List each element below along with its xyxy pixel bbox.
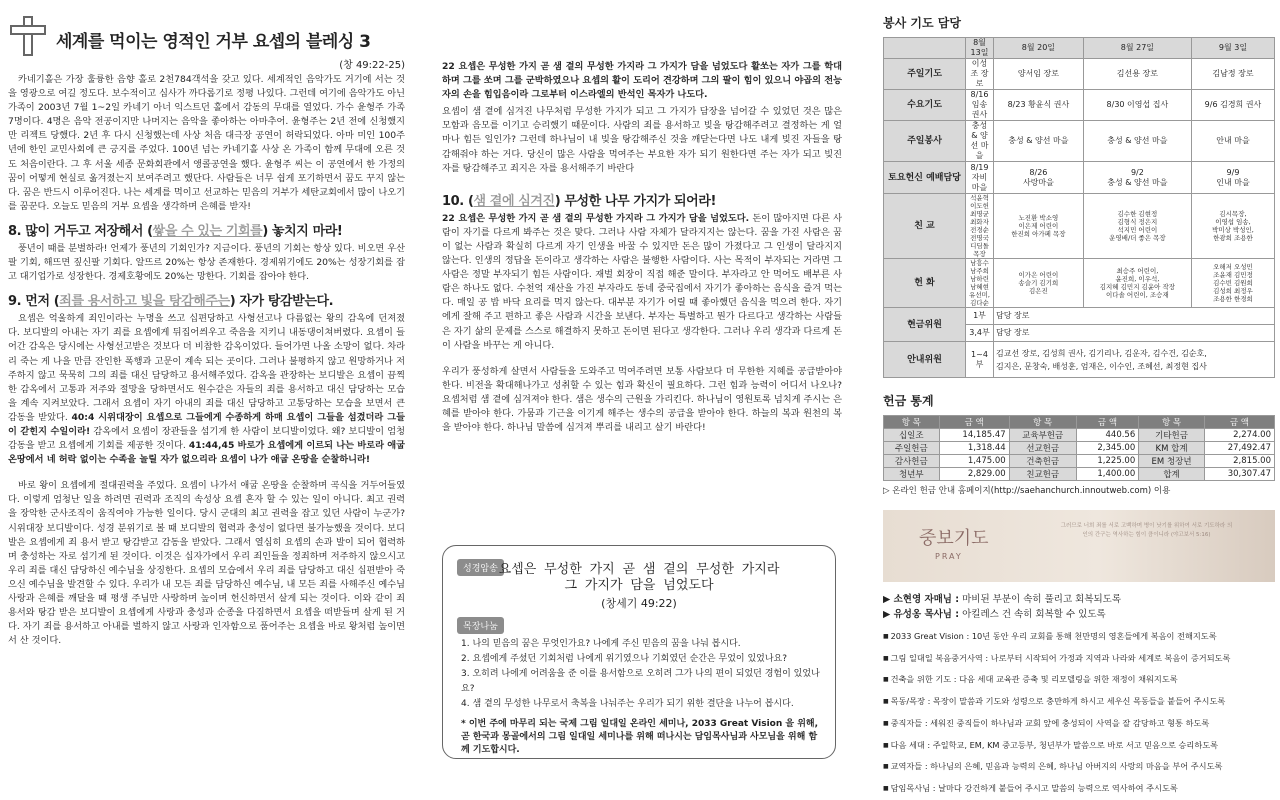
middle-paragraph-2: 우리가 풍성하게 살면서 사람들을 도와주고 먹여주려면 보통 사람보다 더 무한한 지혜를 공급받아야 한다. 비전을 확대해나가고 성취할 수 있는 힘과 확신이 필요하다. 그런 힘과 능력이 어디서 나오나? 요셉처럼 샘 곁에 심겨져야 한다. 샘은 생수의 근원을 가리킨다. 하나님이 영원토록 넘치게 주시는 은혜를 받아야 한다. 가뭄과 기근을 이기게 해주는 생수의 공급을 받아야 한다. 하늘의 복과 원천의 복을 받아야 한다. 하나님 말씀에 심겨져 뿌리를 내리고 살기 바란다!	[442, 365, 842, 434]
date-header: 8월 20일	[994, 38, 1084, 59]
section-9-blank: 죄를 용서하고 빛을 탕감해주는	[59, 294, 230, 310]
duty-row: 친 교 석윤혁 이도헌 최명균 최화자 전경순 전명국 디딤돌 목장 노진환 박소영 이은제 어린이 한진희 아가페 목장 김수한 김현정 김형식 정은지 석지민 어린이 운영배/더 좋은 목장 김시목장, 이영섭 임송, 박미상 박성인, 한광희 조용한	[884, 194, 1275, 259]
duty-row: 현금위원 1부 담당 장로	[884, 308, 1275, 325]
duty-row: 주일봉사 충성 & 양선 마을 충성 & 양선 마을 충성 & 양선 마을 안내 마을	[884, 121, 1275, 162]
section-9-heading: 9. 먼저 (죄를 용서하고 빛을 탕감해주는) 자가 탕감받는다.	[8, 294, 334, 310]
cross-icon	[8, 16, 48, 56]
finance-row: 주일헌금 1,318.44 선교헌금 2,345.00 KM 합계 27,492.47	[884, 442, 1275, 455]
prayer-request: ▶ 소현영 자매님 : 마비된 부분이 속히 풀리고 회복되도록	[883, 594, 1122, 605]
question-item: 4. 샘 곁의 무성한 나무로서 축복을 나눠주는 우리가 되기 위한 결단을 나누어 봅시다.	[461, 699, 794, 709]
section-10-body: 22 요셉은 무성한 가지 곧 샘 곁의 무성한 가지라 그 가지가 담을 넘었도다. 돈이 많아지면 다른 사람이 자기를 다르게 봐주는 것은 맞다. 그러나 사람 자체가 달라지지는 않는다. 꿈을 가진 사람은 꿈이 없는 사람과 확실히 다르게 자기 인생을 바꿀 수 있지만 돈은 많이 가졌다고 그 인생이 달라지지 않는다. 인생의 정답을 돈이라고 생각하는 사람은 불행한 사람이다. 사는 목적이 부자되는 거라면 그 사람은 정말 부자되기 힘든 사람이다. 재벌 회장이 직접 해준 말이다. 부자라고 안 먹어도 배부른 사람은 하나도 없다. 수천억 재산을 가진 부자라도 동네 중국집에서 자기가 좋아하는 음식을 즐겨 먹는다. 매일 공 밥 바닥 요리를 먹지 않는다. 대부분 자기가 어릴 때 좋아했던 음식을 먹으려 한다. 자기에게 잘해 주고 편하고 좋은 사람과 시간을 보낸다. 부자는 특별하고 뭔가 다르다고 생각하는 사람들은 자기 삶의 문제를 스스로 해결하지 못하고 돈이면 된다고 생각한다. 그러나 우리 생각과 다르게 돈이 사람을 바꾸는 게 아니다.	[442, 212, 842, 351]
section-8-heading: 8. 많이 거두고 저장해서 (쌓을 수 있는 기회를) 놓치지 마라!	[8, 223, 343, 239]
section-8-blank: 쌓을 수 있는 기회를	[152, 223, 263, 239]
duty-row: 헌 화 남흥수 남주희 남하린 남혜현 유선미, 김다순 이가은 어린이 송슬기 김기희 김은진 최승주 어린이, 윤진희, 이우석, 김지혜 김민지 김윤아 작장 이다솔 어린이, 조승재 오해저 오성민 조윤재 김민정 김수빈 김원희 김성희 최정우 조용한 한경희	[884, 259, 1275, 308]
duty-row: 주일기도 이성조 장로 양서임 장로 김선용 장로 김남정 장로	[884, 59, 1275, 90]
prayer-topic: ■ 건축을 위한 기도 : 다음 세대 교육관 증축 및 리모델링을 위한 재정이 채워지도록	[883, 669, 1275, 691]
prayer-note: * 이번 주에 마무리 되는 국제 그림 일대일 온라인 세미나, 2033 Great Vision 을 위해, 곧 한국과 몽골에서의 그림 일대일 세미나를 위해 떠나시는 담임목사님과 사모님을 위해 함께 기도합시다.	[461, 719, 819, 755]
sermon-column-left	[8, 24, 405, 766]
prayer-topic-list	[883, 626, 1275, 800]
section-9-body-cont: 바로 왕이 요셉에게 절대권력을 주었다. 요셉이 나가서 애굽 온땅을 순찰하며 곡식을 거두어들였다. 이렇게 엄청난 일을 하려면 권력과 조직의 속성상 요셉 혼자 할 수 있는 일이 아니다. 최고 권력을 장악한 군사조직이 움직여야 가능한 일이다. 당시 군대의 최고 권력을 잡고 있던 사람이 누군가? 시위대장 보디발이다. 성경 분위기로 볼 때 보디발의 협력과 충성이 없다면 불가능했을 것이다. 보디발은 요셉에게 죄 용서 받고 탕감받고 감동을 받았다. 그래서 열심히 요셉의 손과 발이 되어 협력하며 충성하는 자로 섬기게 된 것이다. 이것은 십자가에서 우리 죄인들을 정죄하며 저주하지 않으시고 우리 죄를 대신 담당하신 예수님을 상징한다. 요셉의 모습에서 우리 죄를 담당하고 대신 십편받아 죽으신 예수님을 발견할 수 있다. 우리가 내 모든 죄를 담당하신 예수님, 내 모든 죄를 사해주신 예수님 사랑과 은혜를 깨달을 때 평생 주님만 사랑하며 높이며 헌신하면서 살게 되는 것이다. 이와 같이 죄 용서와 탕감 받은 보디발이 요셉에게 사랑과 충성과 순종을 다짐하면서 요셉을 떠받들며 살게 된 거다. 자기 죄를 용서하고 아내를 벌하지 않고 사랑과 인자함으로 품어주는 요셉을 바로 왕처럼 높이면서 산 것이다.	[8, 480, 405, 647]
duty-row: 토요헌신 예배담당 8/19 자비마을 8/26 사랑마을 9/2 충성 & 양선 마을 9/9 인내 마을	[884, 162, 1275, 194]
prayer-topic: ■ 담임목사님 : 날마다 강건하게 붙들어 주시고 말씀의 능력으로 역사하여 주시도록	[883, 778, 1275, 800]
discussion-badge: 목장나눔	[457, 617, 504, 634]
sermon-reference: (창 49:22-25)	[339, 60, 405, 71]
section-8-body: 풍년이 때를 분별하라! 언제가 풍년의 기회인가? 지금이다. 풍년의 기회는 항상 있다. 비오면 우산 팔 기회, 해뜨면 짚신팔 기회다. 알뜨르 20%는 항상 존재한다. 경제위기에도 20%는 성장기회를 잡고 대기업가로 성장한다. 경제호황에도 20%는 망한다. 기회를 잡아야 한다.	[8, 242, 405, 283]
finance-row: 청년부 2,829.00 친교헌금 1,400.00 합계 30,307.47	[884, 468, 1275, 481]
prayer-topic: ■ 목동/목장 : 목장이 말씀과 기도와 성령으로 충만하게 하시고 세우신 목동들을 붙들어 주시도록	[883, 691, 1275, 713]
scripture-quote: 22 요셉은 무성한 가지 곧 샘 곁의 무성한 가지라 그 가지가 담을 넘었도다 활쏘는 자가 그를 학대하며 그를 쏘며 그를 군박하였으나 요셉의 활이 도리어 견강하며 그의 팔이 힘이 있으니 야곱의 전능자의 손을 힘입음이라 그로부터 이스라엘의 반석인 목자가 나도다.	[442, 61, 842, 101]
middle-paragraph-1: 요셉이 샘 곁에 심겨진 나무처럼 무성한 가지가 되고 그 가지가 담장을 넘어갈 수 있었던 것은 많은 모함과 음모를 이기고 승리했기 때문이다. 사람의 죄를 용서하고 빚을 탕감해주려고 결정하는 게 얼마나 힘든 일인가? 그런데 하나님이 내 빚을 탕감해주신 것을 깨닫는다면 나도 내게 빚진 자들을 탕감해줘야 하는 거다. 당신이 많은 사람을 먹여주는 부요한 자가 되기 원한다면 주는 자가 되고 빚진 자를 탕감해주고 죄지은 자를 용서해주기 바란다	[442, 106, 842, 174]
finance-header-row: 항 목 금 액 항 목 금 액 항 목 금 액	[884, 416, 1275, 429]
prayer-requests	[883, 592, 1275, 622]
finance-table	[883, 415, 1275, 481]
duty-row: 3,4부 담당 장로	[884, 325, 1275, 342]
section-9-body: 요셉은 억울하게 죄인이라는 누명을 쓰고 십편당하고 사형선고나 다름없는 왕의 감옥에 던져졌다. 보디발의 아내는 자기 죄를 요셉에게 뒤집어씌우고 죽음을 지키니 내동댕이쳐버렸다. 요셉이 들어간 감옥은 당시에는 사형선고받은 것보다 더 비참한 감옥이었다. 들어가면 나올 소망이 없다. 차라리 죽는 게 나을 만큼 잔인한 폭행과 고문이 계속 되는 곳이다. 그러나 불평하지 않고 원망하거나 저주하지 않고 묵묵히 그의 죄를 대신 담당하고 용서해주었다. 감옥을 관장하는 보디발은 요셉이 끔찍한 감옥에서 고통과 저주와 절망을 당하면서도 원수같은 자들의 죄를 용서하고 대신 담당하는 모습을 계속 지켜보았다. 그래서 요셉이 자기 아내의 죄를 대신 담당하고 고통당하는 모습을 보면서 큰 감동을 받았다. 40:4 시위대장이 요셉으로 그들에게 수종하게 하매 요셉이 그들을 섬겼더라 그들이 갇힌지 수일이라! 감옥에서 요셉이 장관들을 섬기게 한 사람이 보디발이었다. 왜? 보디발이 엄청 감동을 받고 요셉에게 기회를 제공한 것이다. 41:44,45 바로가 요셉에게 이르되 나는 바로라 애굽 온땅에서 네 허락 없이는 수족을 놀릴 자가 없으리라 요셉이 나가 애굽 온땅을 순찰하니라!	[8, 313, 406, 466]
date-header: 8월 13일	[966, 38, 994, 59]
duty-row: 수요기도 8/16 임송 권사 8/23 황윤식 권사 8/30 이영섭 집사 9/6 김경희 권사	[884, 90, 1275, 121]
prayer-topic: ■ 교역자들 : 하나님의 은혜, 믿음과 능력의 은혜, 하나님 아버지의 사랑의 마음을 부어 주시도록	[883, 756, 1275, 778]
info-column-right	[883, 14, 1275, 793]
prayer-request: ▶ 유성옹 목사님 : 아킬레스 건 속히 회복할 수 있도록	[883, 609, 1106, 620]
question-item: 2. 요셉에게 주셨던 기회처럼 나에게 위기였으나 기회였던 순간은 무었이 있었나요?	[461, 654, 788, 664]
intercessory-prayer-banner	[883, 510, 1275, 582]
finance-title: 헌금 통계	[883, 394, 934, 408]
memory-verse-reference: (창세기 49:22)	[601, 597, 677, 610]
sermon-title-row	[8, 24, 405, 54]
prayer-topic: ■ 중직자들 : 세워진 중직들이 하나님과 교회 앞에 충성되이 사역을 잘 감당하고 형통 하도록	[883, 713, 1275, 735]
prayer-topic: ■ 2033 Great Vision : 10년 동안 우리 교회를 통해 천만명의 영혼들에게 복음이 전해지도록	[883, 626, 1275, 648]
memory-verse-badge: 성경암송	[457, 559, 504, 576]
sermon-title: 세계를 먹이는 영적인 거부 요셉의 블레싱 3	[56, 31, 371, 52]
duty-row: 안내위원 1~4부 김교선 장로, 김성희 권사, 김기리나, 김운자, 김수건, 김순호, 김지은, 문창숙, 배성훈, 엄재은, 이수인, 조혜선, 최정현 집사	[884, 342, 1275, 378]
prayer-topic: ■ 그림 일대일 복음중거사역 : 나로부터 시작되어 가정과 지역과 나라와 세계로 복음이 증거되도록	[883, 648, 1275, 670]
prayer-topic: ■ 다음 세대 : 주일학교, EM, KM 중고등부, 청년부가 말씀으로 바로 서고 믿음으로 승리하도록	[883, 735, 1275, 757]
duty-table	[883, 37, 1275, 378]
discussion-questions	[457, 637, 821, 712]
duty-table-title: 봉사 기도 담당	[883, 16, 961, 30]
memory-verse-box	[442, 545, 836, 759]
online-offering-note: ▷ 온라인 헌금 안내 홈페이지(http://saehanchurch.innoutweb.com) 이용	[883, 486, 1171, 496]
sermon-intro: 카네기홀은 가장 훌륭한 음향 홀로 2천784객석을 갖고 있다. 세계적인 음악가도 거기에 서는 것을 영광으로 여길 정도다. 보수적이고 심사가 까다롭기로 정평 나있다. 그런데 여기에 음악가도 아닌 가족이 2003년 7월 1~2일 카네기 아너 익스트던 홀에서 감동의 무대를 열었다. 가수 윤형주 가족 7명이다. 4명은 음악 전공이지만 나머지는 음악을 좋아하는 아마추어. 윤형주는 2년 전에 신청했지만 리젝트 당했다. 2년 후 다시 신청했는데 사상 처음 대극장 공연이 허락되었다. 아마 미인 100주년에 한인 교민사회에 큰 긍지를 주었다. 100년 넘는 카네기홀 사상 온 가족이 함께 무대에 오른 것도 처음이란다. 그 후 서울 세종 문화회관에서 앵콜공연을 했다. 윤형주 씨는 이 공연에서 한 가정의 꿈이 어떻게 현실로 옮겨졌는지 보여주려고 했단다. 사람들은 너무 쉽게 포기하면서 꿈도 꾸지 않는다. 꿈은 반드시 이루어진다. 나는 세계를 먹이고 선교하는 믿음의 거부가 세탄교회에서 많이 나오기를 꿈꾼다. 오늘도 믿음의 거부 요셉을 생각하며 은혜를 받자!	[8, 74, 405, 212]
section-10-heading: 10. (샘 곁에 심겨진) 무성한 나무 가지가 되어라!	[442, 193, 717, 209]
question-item: 3. 오히려 나에게 어려움을 준 이를 용서함으로 오히려 그가 나의 편이 되었던 경험이 있었나요?	[461, 669, 820, 694]
date-header: 8월 27일	[1083, 38, 1191, 59]
duty-header-row	[884, 38, 1275, 59]
finance-row: 감사헌금 1,475.00 건축헌금 1,225.00 EM 청장년 2,815.00	[884, 455, 1275, 468]
banner-subtitle: PRAY	[935, 552, 963, 561]
finance-row: 십일조 14,185.47 교육부헌금 440.56 기타헌금 2,274.00	[884, 429, 1275, 442]
date-header: 9월 3일	[1191, 38, 1274, 59]
banner-title: 중보기도	[919, 528, 989, 549]
banner-verse: 그러므로 너희 죄를 서로 고백하며 병이 낫기를 위하여 서로 기도하라 의인의 간구는 역사하는 힘이 큼이니라 (야고보서 5:16)	[1060, 523, 1233, 538]
section-10-blank: 샘 곁에 심겨진	[473, 193, 555, 209]
memory-verse-text: 요셉은 무성한 가지 곧 샘 곁의 무성한 가지라 그 가지가 담을 넘었도다	[498, 562, 780, 593]
question-item: 1. 나의 믿음의 꿈은 무엇인가요? 나에게 주신 믿음의 꿈을 나눠 봅시다.	[461, 639, 741, 649]
